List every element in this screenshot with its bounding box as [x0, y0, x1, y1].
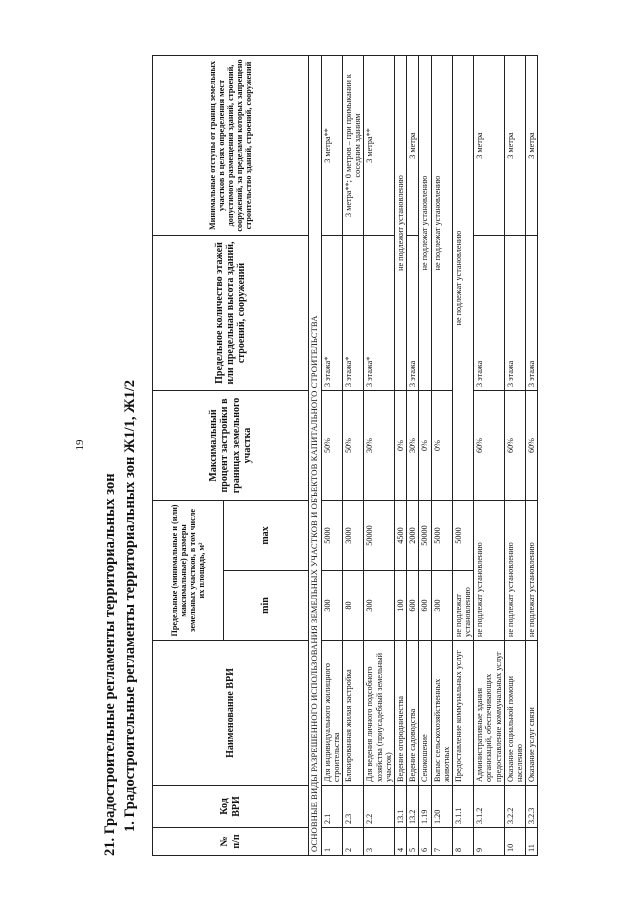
- cell-percent: 0%: [431, 391, 452, 501]
- table-row: [526, 56, 538, 856]
- cell-indent: 3 метра**: [364, 56, 395, 236]
- table-header-row: [153, 56, 224, 856]
- cell-floors: 3 этажа: [407, 236, 419, 391]
- cell-num: 2: [343, 828, 364, 856]
- cell-percent: 30%: [407, 391, 419, 501]
- rotated-page-content: [100, 56, 538, 856]
- cell-name: Выпас сельскохозяйственных животных: [431, 641, 452, 786]
- table-row: [419, 56, 431, 856]
- cell-percent: 60%: [504, 391, 525, 501]
- cell-max: 5000: [452, 501, 473, 571]
- header-name: Наименование ВРИ: [153, 641, 309, 786]
- cell-max: 3000: [343, 501, 364, 571]
- cell-name: Ведение огородничества: [394, 641, 406, 786]
- table-row: [394, 56, 406, 856]
- cell-num: 10: [504, 828, 525, 856]
- cell-code: 2.1: [321, 786, 342, 828]
- cell-code: 3.1.1: [452, 786, 473, 828]
- section-title-row: [309, 56, 322, 856]
- cell-percent: 30%: [364, 391, 395, 501]
- cell-name: Сенокошение: [419, 641, 431, 786]
- cell-min: 600: [407, 571, 419, 641]
- cell-merged: не подлежат установлению: [431, 56, 452, 391]
- cell-max: 2000: [407, 501, 419, 571]
- cell-minmax: не подлежат установлению: [474, 501, 505, 641]
- cell-merged: не подлежат установлению: [452, 56, 473, 501]
- header-num: № п/п: [153, 828, 309, 856]
- cell-floors: 3 этажа: [474, 236, 505, 391]
- header-code: Код ВРИ: [153, 786, 309, 828]
- table-row: [431, 56, 452, 856]
- subsection-heading: 1. Градостроительные регламенты территориальных зон Ж1/1, Ж1/2: [122, 379, 138, 832]
- table-row: [474, 56, 505, 856]
- cell-min: 600: [419, 571, 431, 641]
- table-row: [407, 56, 419, 856]
- cell-num: 7: [431, 828, 452, 856]
- cell-name: Для индивидуального жилищного строительства: [321, 641, 342, 786]
- cell-merged: не подлежат установлению: [419, 56, 431, 391]
- cell-num: 6: [419, 828, 431, 856]
- cell-min: 80: [343, 571, 364, 641]
- cell-num: 1: [321, 828, 342, 856]
- cell-floors: 3 этажа*: [364, 236, 395, 391]
- cell-num: 3: [364, 828, 395, 856]
- cell-indent: 3 метра**; 0 метров – при примыкании к соседним зданиям: [343, 56, 364, 236]
- table-row: [364, 56, 395, 856]
- cell-code: 13.1: [394, 786, 406, 828]
- cell-max: 5000: [431, 501, 452, 571]
- cell-name: Оказание социальной помощи населению: [504, 641, 525, 786]
- cell-percent: 50%: [343, 391, 364, 501]
- cell-code: 3.2.2: [504, 786, 525, 828]
- cell-code: 1.19: [419, 786, 431, 828]
- cell-min: 300: [364, 571, 395, 641]
- cell-max: 4500: [394, 501, 406, 571]
- cell-name: Ведение садоводства: [407, 641, 419, 786]
- cell-code: 3.2.3: [526, 786, 538, 828]
- cell-percent: 60%: [526, 391, 538, 501]
- page-number: 19: [74, 439, 86, 451]
- cell-name: Оказание услуг связи: [526, 641, 538, 786]
- cell-floors: 3 этажа*: [343, 236, 364, 391]
- section-heading: 21. Градостроительные регламенты территориальных зон: [102, 473, 118, 856]
- cell-merged: не подлежит установлению: [394, 56, 406, 391]
- table-row: [321, 56, 342, 856]
- cell-floors: 3 этажа*: [321, 236, 342, 391]
- cell-minmax: не подлежат установлению: [504, 501, 525, 641]
- cell-num: 8: [452, 828, 473, 856]
- cell-code: 2.3: [343, 786, 364, 828]
- cell-percent: 0%: [419, 391, 431, 501]
- cell-indent: 3 метра: [504, 56, 525, 236]
- cell-min: не подлежат установлению: [452, 571, 473, 641]
- header-min: min: [224, 571, 309, 641]
- cell-code: 2.2: [364, 786, 395, 828]
- cell-percent: 60%: [474, 391, 505, 501]
- cell-min: 300: [321, 571, 342, 641]
- header-size: Предельные (минимальные и (или) максимальные) размеры земельных участков, в том числе их площадь, м²: [153, 501, 224, 641]
- cell-num: 4: [394, 828, 406, 856]
- header-indent: Минимальные отступы от границ земельных участков в целях определения мест допустимого размещения зданий, строений, сооружений, за пределами которых запрещено строительство зданий, строений, сооружений: [153, 56, 309, 236]
- cell-indent: 3 метра: [526, 56, 538, 236]
- cell-name: Блокированная жилая застройка: [343, 641, 364, 786]
- cell-max: 50000: [419, 501, 431, 571]
- cell-max: 50000: [364, 501, 395, 571]
- table-row: [343, 56, 364, 856]
- cell-num: 11: [526, 828, 538, 856]
- table-row: [504, 56, 525, 856]
- header-max: max: [224, 501, 309, 571]
- cell-min: 300: [431, 571, 452, 641]
- cell-indent: 3 метра: [407, 56, 419, 236]
- cell-num: 5: [407, 828, 419, 856]
- cell-code: 13.2: [407, 786, 419, 828]
- cell-num: 9: [474, 828, 505, 856]
- cell-indent: 3 метра: [474, 56, 505, 236]
- section-title: ОСНОВНЫЕ ВИДЫ РАЗРЕШЕННОГО ИСПОЛЬЗОВАНИЯ ЗЕМЕЛЬНЫХ УЧАСТКОВ И ОБЪЕКТОВ КАПИТАЛЬНОГО СТРОИТЕЛЬСТВА: [309, 56, 322, 856]
- cell-floors: 3 этажа: [504, 236, 525, 391]
- cell-floors: 3 этажа: [526, 236, 538, 391]
- cell-name: Предоставление коммунальных услуг: [452, 641, 473, 786]
- cell-percent: 0%: [394, 391, 406, 501]
- cell-min: 100: [394, 571, 406, 641]
- cell-max: 5000: [321, 501, 342, 571]
- cell-indent: 3 метра**: [321, 56, 342, 236]
- cell-percent: 50%: [321, 391, 342, 501]
- header-floors: Предельное количество этажей или предельная высота зданий, строений, сооружений: [153, 236, 309, 391]
- cell-name: Для ведения личного подсобного хозяйства (приусадебный земельный участок): [364, 641, 395, 786]
- cell-code: 3.1.2: [474, 786, 505, 828]
- cell-minmax: не подлежат установлению: [526, 501, 538, 641]
- cell-name: Административные здания организаций, обеспечивающих предоставление коммунальных услуг: [474, 641, 505, 786]
- cell-code: 1.20: [431, 786, 452, 828]
- table-row: [452, 56, 473, 856]
- header-percent: Максимальный процент застройки в границах земельного участка: [153, 391, 309, 501]
- regulations-table: [152, 55, 538, 856]
